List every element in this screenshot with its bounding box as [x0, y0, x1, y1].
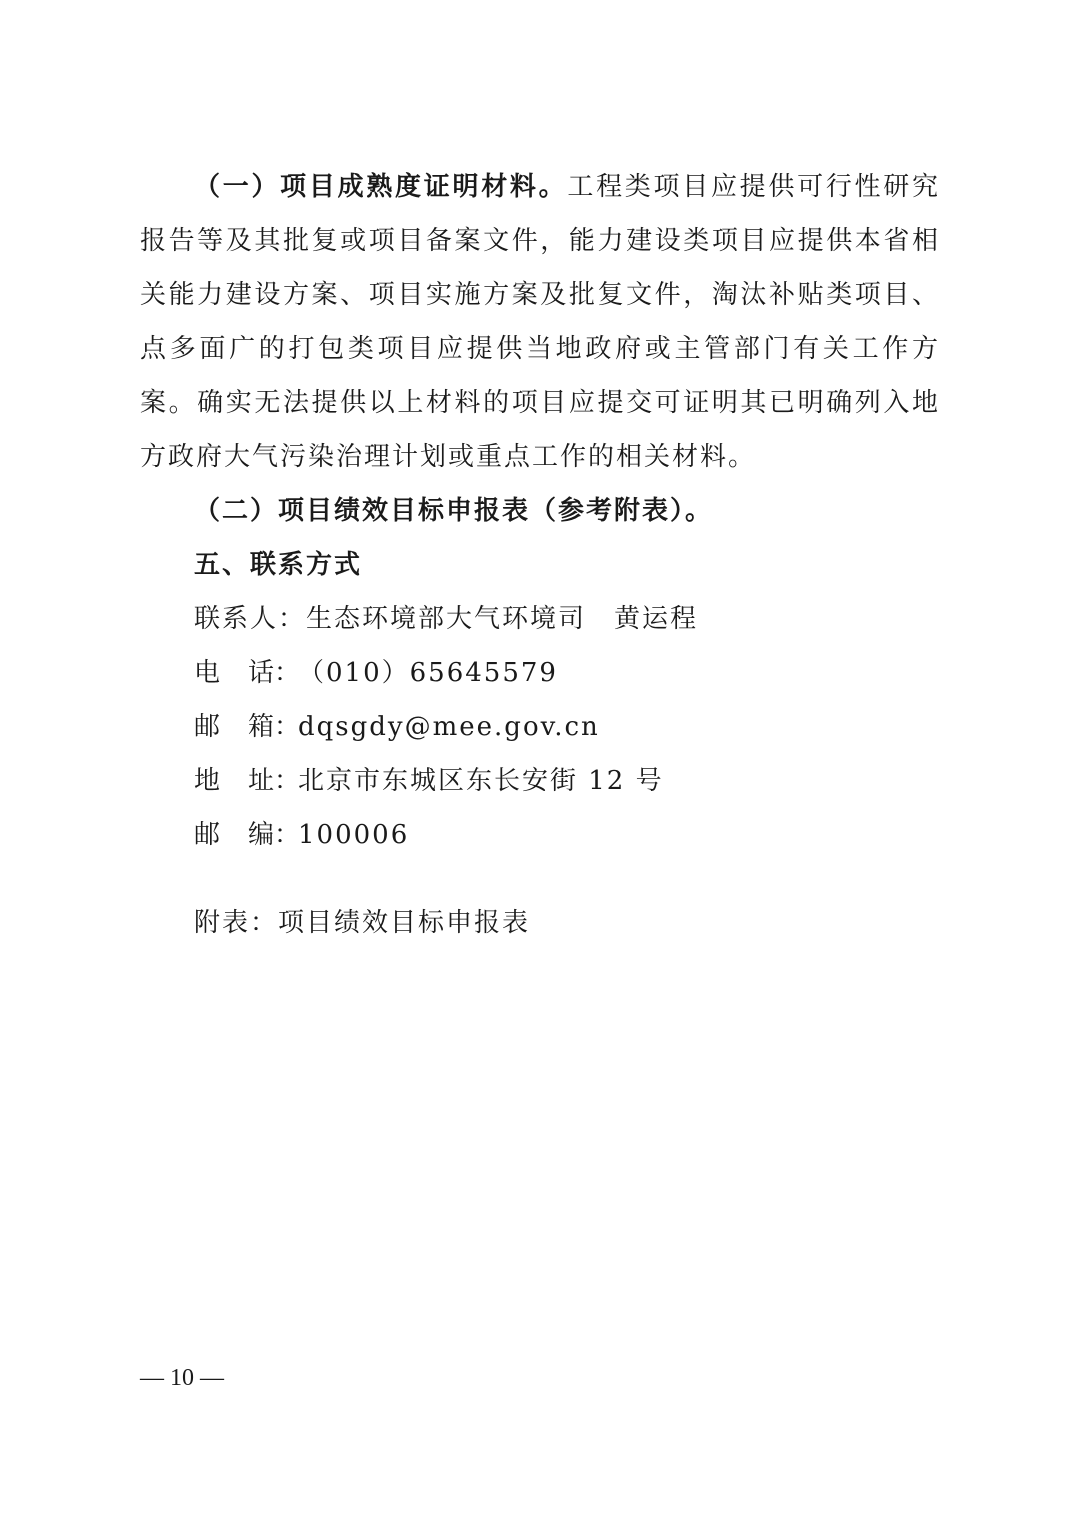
attachment-label: 附表：	[194, 908, 279, 938]
contact-person-label: 联系人：	[194, 604, 307, 634]
contact-email-value: dqsgdy@mee.gov.cn	[298, 712, 600, 742]
contact-address-value: 北京市东城区东长安街 12 号	[298, 766, 664, 796]
contact-email-label: 邮 箱：	[194, 712, 301, 742]
section-one-heading: （一）项目成熟度证明材料。	[194, 172, 568, 202]
contact-postcode-value: 100006	[298, 820, 410, 850]
attachment-value: 项目绩效目标申报表	[278, 908, 531, 938]
contact-email-line	[194, 700, 600, 754]
page-number: — 10 —	[140, 1365, 224, 1391]
section-one-paragraph	[140, 160, 940, 484]
contact-person-line	[194, 592, 698, 646]
contact-address-line	[194, 754, 664, 808]
contact-address-label: 地 址：	[194, 766, 301, 796]
contact-postcode-label: 邮 编：	[194, 820, 301, 850]
contact-phone-value: （010）65645579	[298, 658, 558, 688]
contact-phone-line	[194, 646, 558, 700]
section-one-body: 工程类项目应提供可行性研究报告等及其批复或项目备案文件，能力建设类项目应提供本省相关能力建设方案、项目实施方案及批复文件，淘汰补贴类项目、点多面广的打包类项目应提供当地政府或主管部门有关工作方案。确实无法提供以上材料的项目应提交可证明其已明确列入地方政府大气污染治理计划或重点工作的相关材料。	[140, 172, 940, 472]
contact-phone-label: 电 话：	[194, 658, 301, 688]
section-two-heading: （二）项目绩效目标申报表（参考附表）。	[194, 496, 714, 526]
contact-heading: 五、联系方式	[194, 550, 363, 580]
attachment-line	[194, 896, 530, 950]
contact-postcode-line	[194, 808, 409, 862]
contact-person-value: 生态环境部大气环境司 黄运程	[306, 604, 699, 634]
